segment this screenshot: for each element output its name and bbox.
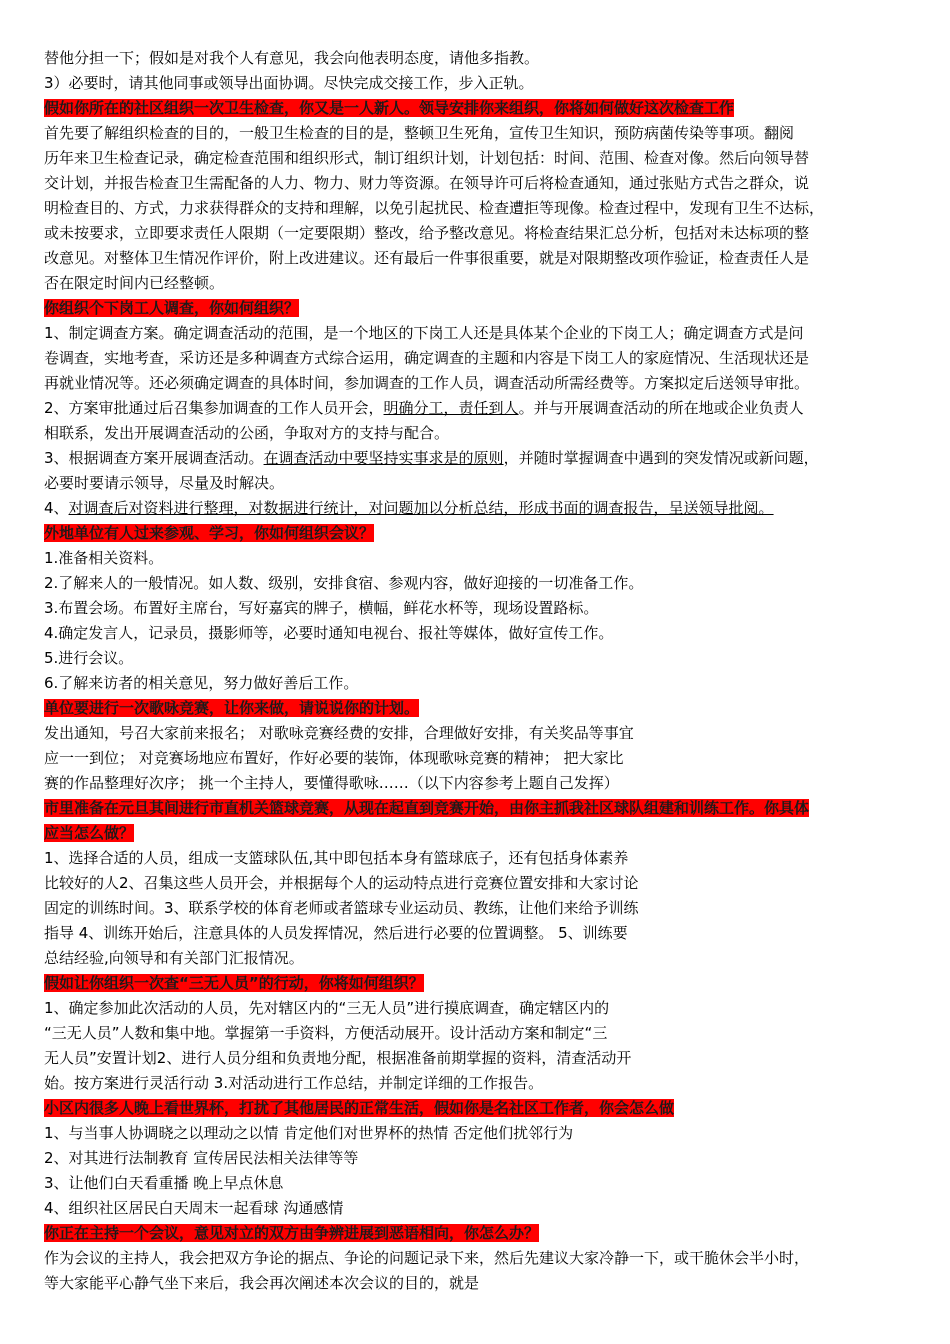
body-line <box>44 446 910 471</box>
body-line: 1、选择合适的人员，组成一支篮球队伍,其中即包括本身有篮球底子，还有包括身体素养 <box>44 849 629 867</box>
body-line: 必要时要请示领导，尽量及时解决。 <box>44 474 285 492</box>
body-line: 替他分担一下；假如是对我个人有意见，我会向他表明态度，请他多指教。 <box>44 49 540 67</box>
document-page <box>44 46 910 1296</box>
body-line: 卷调查，实地考查，采访还是多种调查方式综合运用，确定调查的主题和内容是下岗工人的家庭情况、生活现状还是 <box>44 349 810 367</box>
question-heading <box>44 821 910 846</box>
highlighted-question: 假如让你组织一次查“三无人员”的行动，你将如何组织？ <box>44 974 424 992</box>
body-line: 发出通知，号召大家前来报名； 对歌咏竞赛经费的安排，合理做好安排，有关奖品等事宜 <box>44 724 634 742</box>
highlighted-question: 应当怎么做？ <box>44 824 135 842</box>
line-text: 2、方案审批通过后召集参加调查的工作人员开会， <box>44 399 384 417</box>
highlighted-question: 单位要进行一次歌咏竞赛，让你来做，请说说你的计划。 <box>44 699 420 717</box>
body-line: 1、确定参加此次活动的人员，先对辖区内的“三无人员”进行摸底调查，确定辖区内的 <box>44 999 610 1017</box>
body-line: 等大家能平心静气坐下来后，我会再次阐述本次会议的目的，就是 <box>44 1274 480 1292</box>
body-line: 5.进行会议。 <box>44 649 134 667</box>
body-line: 3、让他们白天看重播 晚上早点休息 <box>44 1174 284 1192</box>
question-heading <box>44 971 910 996</box>
body-line: 3.布置会场。布置好主席台，写好嘉宾的牌子，横幅，鲜花水杯等，现场设置路标。 <box>44 599 599 617</box>
body-line <box>44 396 910 421</box>
body-line: 比较好的人2、召集这些人员开会，并根据每个人的运动特点进行竞赛位置安排和大家讨论 <box>44 874 639 892</box>
body-line: 始。按方案进行灵活行动 3.对活动进行工作总结，并制定详细的工作报告。 <box>44 1074 544 1092</box>
highlighted-question: 市里准备在元旦其间进行市直机关篮球竞赛，从现在起直到竞赛开始，由你主抓我社区球队组建和训练工作。你具体 <box>44 799 810 817</box>
body-line: 指导 4、训练开始后，注意具体的人员发挥情况，然后进行必要的位置调整。 5、训练要 <box>44 924 628 942</box>
body-line: 首先要了解组织检查的目的，一般卫生检查的目的是，整顿卫生死角，宣传卫生知识，预防病菌传染等事项。翻阅 <box>44 124 795 142</box>
body-line: 6.了解来访者的相关意见，努力做好善后工作。 <box>44 674 359 692</box>
body-line: 4、组织社区居民白天周末一起看球 沟通感情 <box>44 1199 344 1217</box>
question-heading <box>44 296 910 321</box>
underlined-phrase: 对调查后对资料进行整理，对数据进行统计，对问题加以分析总结，形成书面的调查报告，呈送领导批阅。 <box>68 499 774 517</box>
body-line: 2、对其进行法制教育 宣传居民法相关法律等等 <box>44 1149 359 1167</box>
body-line: 作为会议的主持人，我会把双方争论的据点、争论的问题记录下来，然后先建议大家冷静一下，或干脆休会半小时， <box>44 1249 810 1267</box>
underlined-phrase: 明确分工，责任到人 <box>383 399 519 417</box>
question-heading <box>44 796 910 821</box>
body-line: 相联系，发出开展调查活动的公函，争取对方的支持与配合。 <box>44 424 450 442</box>
body-line: 1.准备相关资料。 <box>44 549 164 567</box>
question-heading <box>44 1221 910 1246</box>
body-line: 交计划，并报告检查卫生需配备的人力、物力、财力等资源。在领导许可后将检查通知，通过张贴方式告之群众，说 <box>44 174 810 192</box>
question-heading <box>44 696 910 721</box>
body-line: 或未按要求，立即要求责任人限期（一定要限期）整改，给予整改意见。将检查结果汇总分析，包括对未达标项的整 <box>44 224 810 242</box>
underlined-phrase: 在调查活动中要坚持实事求是的原则 <box>263 449 504 467</box>
body-line: 明检查目的、方式，力求获得群众的支持和理解，以免引起扰民、检查遭拒等现像。检查过程中，发现有卫生不达标， <box>44 199 825 217</box>
question-heading <box>44 96 910 121</box>
body-line: “三无人员”人数和集中地。掌握第一手资料，方便活动展开。设计活动方案和制定“三 <box>44 1024 608 1042</box>
body-line: 无人员”安置计划2、进行人员分组和负责地分配，根据准备前期掌握的资料，清查活动开 <box>44 1049 632 1067</box>
highlighted-question: 小区内很多人晚上看世界杯，打扰了其他居民的正常生活，假如你是名社区工作者，你会怎么做 <box>44 1099 675 1117</box>
line-text: 4、 <box>44 499 69 517</box>
body-line: 应一一到位； 对竞赛场地应布置好，作好必要的装饰，体现歌咏竞赛的精神； 把大家比 <box>44 749 624 767</box>
line-text: 3、根据调查方案开展调查活动。 <box>44 449 264 467</box>
body-line: 1、与当事人协调晓之以理动之以情 肯定他们对世界杯的热情 否定他们扰邻行为 <box>44 1124 574 1142</box>
body-line: 赛的作品整理好次序； 挑一个主持人，要懂得歌咏……（以下内容参考上题自己发挥） <box>44 774 619 792</box>
body-line: 否在限定时间内已经整顿。 <box>44 274 225 292</box>
line-text: ，并随时掌握调查中遇到的突发情况或新问题， <box>503 449 819 467</box>
body-line: 总结经验,向领导和有关部门汇报情况。 <box>44 949 304 967</box>
body-line: 再就业情况等。还必须确定调查的具体时间，参加调查的工作人员，调查活动所需经费等。方案拟定后送领导审批。 <box>44 374 810 392</box>
highlighted-question: 外地单位有人过来参观、学习，你如何组织会议？ <box>44 524 375 542</box>
highlighted-question: 假如你所在的社区组织一次卫生检查，你又是一人新人。领导安排你来组织，你将如何做好这次检查工作 <box>44 99 735 117</box>
body-line: 3）必要时，请其他同事或领导出面协调。尽快完成交接工作，步入正轨。 <box>44 74 534 92</box>
line-text: 。并与开展调查活动的所在地或企业负责人 <box>518 399 804 417</box>
question-heading <box>44 1096 910 1121</box>
highlighted-question: 你组织个下岗工人调查，你如何组织？ <box>44 299 300 317</box>
body-line: 固定的训练时间。3、联系学校的体育老师或者篮球专业运动员、教练，让他们来给予训练 <box>44 899 639 917</box>
body-line: 改意见。对整体卫生情况作评价，附上改进建议。还有最后一件事很重要，就是对限期整改项作验证，检查责任人是 <box>44 249 810 267</box>
body-line: 2.了解来人的一般情况。如人数、级别，安排食宿、参观内容，做好迎接的一切准备工作。 <box>44 574 644 592</box>
body-line: 历年来卫生检查记录，确定检查范围和组织形式，制订组织计划，计划包括：时间、范围、检查对像。然后向领导替 <box>44 149 810 167</box>
body-line: 1、制定调查方案。确定调查活动的范围，是一个地区的下岗工人还是具体某个企业的下岗工人；确定调查方式是问 <box>44 324 804 342</box>
body-line: 4.确定发言人，记录员，摄影师等，必要时通知电视台、报社等媒体，做好宣传工作。 <box>44 624 614 642</box>
highlighted-question: 你正在主持一个会议，意见对立的双方由争辨进展到恶语相向，你怎么办？ <box>44 1224 540 1242</box>
question-heading <box>44 521 910 546</box>
body-line <box>44 496 910 521</box>
